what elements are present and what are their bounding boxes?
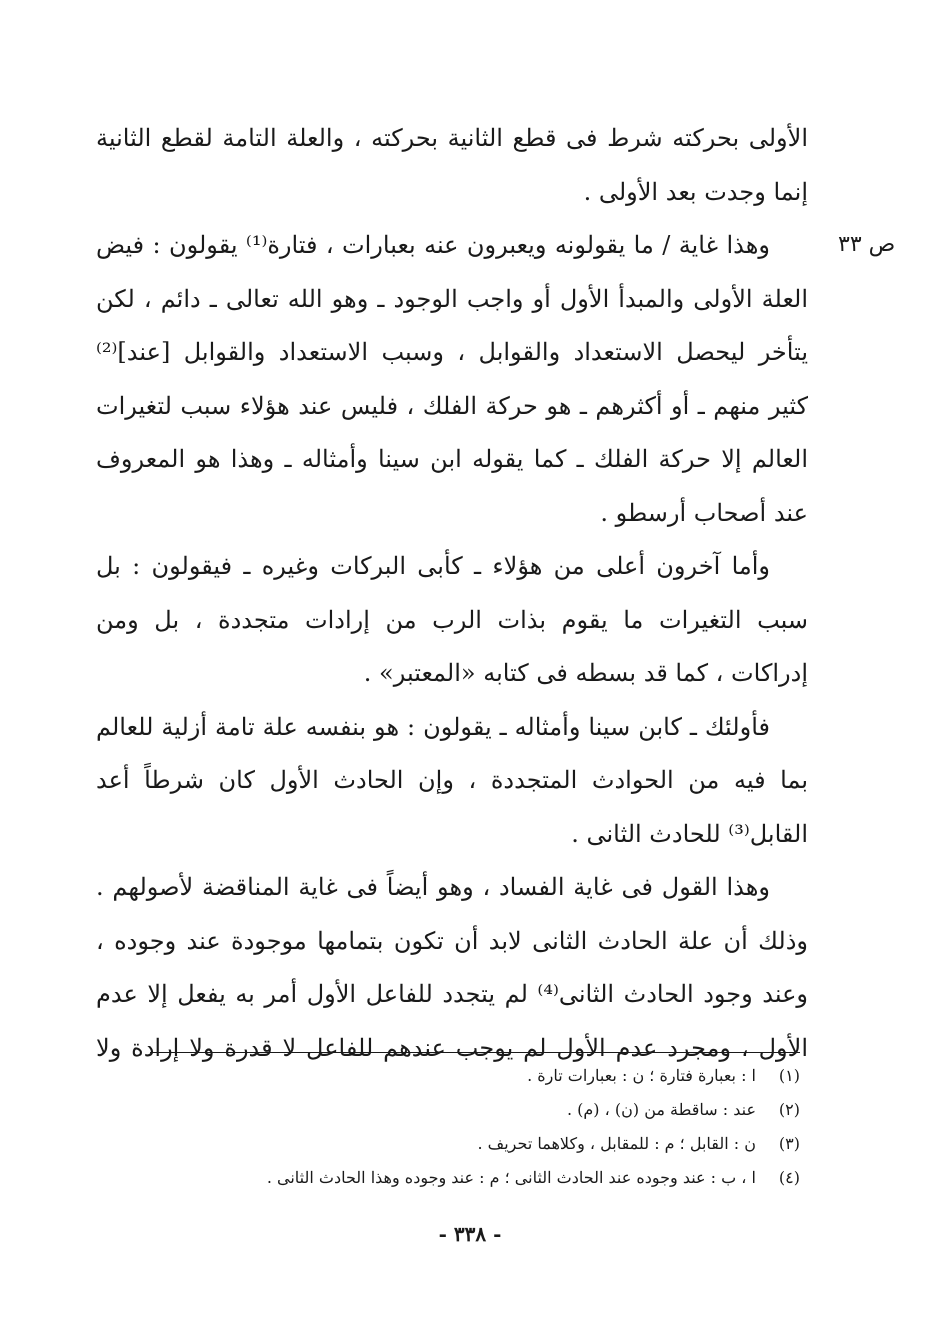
footnote — [150, 1059, 800, 1093]
text-line: العلة الأولى والمبدأ الأول أو واجب الوجود ـ وهو الله تعالى ـ دائم ، لكن — [96, 284, 808, 313]
footnotes — [150, 1052, 800, 1195]
footnote-number: (٤) — [778, 1168, 800, 1187]
text-line: القابل⁽³⁾ للحادث الثانى . — [571, 819, 808, 848]
text-line: الأولى بحركته شرط فى قطع الثانية بحركته ، والعلة التامة لقطع الثانية — [96, 124, 808, 152]
text-line: وهذا غاية / ما يقولونه ويعبرون عنه بعبارات ، فتارة⁽¹⁾ يقولون : فيض — [96, 231, 770, 259]
footnote-text: عند : ساقطة من (ن) ، (م) . — [566, 1100, 756, 1119]
text-line: إدراكات ، كما قد بسطه فى كتابه «المعتبر» . — [363, 659, 808, 687]
footnote-text: ن : القابل ؛ م : للمقابل ، وكلاهما تحريف . — [477, 1134, 756, 1153]
footnote — [150, 1161, 800, 1195]
footnote — [150, 1093, 800, 1127]
main-text — [96, 112, 808, 1075]
text-line: فأولئك ـ كابن سينا وأمثاله ـ يقولون : هو بنفسه علة تامة أزلية للعالم — [96, 712, 770, 741]
text-line: وذلك أن علة الحادث الثانى لابد أن تكون بتمامها موجودة عند وجوده ، — [96, 926, 808, 955]
text-line: وأما آخرون أعلى من هؤلاء ـ كأبى البركات وغيره ـ فيقولون : بل — [96, 552, 770, 580]
text-line: سبب التغيرات ما يقوم بذات الرب من إرادات متجددة ، بل ومن — [96, 605, 808, 634]
footnote — [150, 1127, 800, 1161]
text-line: بما فيه من الحوادث المتجددة ، وإن الحادث الأول كان شرطاً أعد — [96, 766, 808, 794]
footnote-number: (١) — [778, 1066, 800, 1085]
text-line: وهذا القول فى غاية الفساد ، وهو أيضاً فى غاية المناقضة لأصولهم . — [96, 873, 770, 901]
text-line: إنما وجدت بعد الأولى . — [583, 177, 808, 206]
text-line: يتأخر ليحصل الاستعداد والقوابل ، وسبب الاستعداد والقوابل [عند]⁽²⁾ — [96, 338, 808, 366]
page-number: - ٣٣٨ - — [438, 1222, 502, 1246]
text-line: وعند وجود الحادث الثانى⁽⁴⁾ لم يتجدد للفاعل الأول أمر به يفعل إلا عدم — [96, 980, 808, 1008]
text-line: كثير منهم ـ أو أكثرهم ـ هو حركة الفلك ، فليس عند هؤلاء سبب لتغيرات — [96, 391, 808, 420]
footnote-number: (٣) — [778, 1134, 800, 1153]
footnote-text: ا ، ب : عند وجوده عند الحادث الثانى ؛ م : عند وجوده وهذا الحادث الثانى . — [266, 1168, 756, 1187]
margin-page-reference: ص ٣٣ — [838, 232, 896, 257]
footnote-text: ا : بعبارة فتارة ؛ ن : بعبارات تارة . — [527, 1066, 756, 1085]
footnote-number: (٢) — [778, 1100, 800, 1119]
text-line: الأول ، ومجرد عدم الأول لم يوجب عندهم للفاعل لا قدرة ولا إرادة ولا — [96, 1033, 808, 1062]
text-line: عند أصحاب أرسطو . — [600, 498, 808, 527]
text-line: العالم إلا حركة الفلك ـ كما يقوله ابن سينا وأمثاله ـ وهذا هو المعروف — [96, 445, 808, 473]
